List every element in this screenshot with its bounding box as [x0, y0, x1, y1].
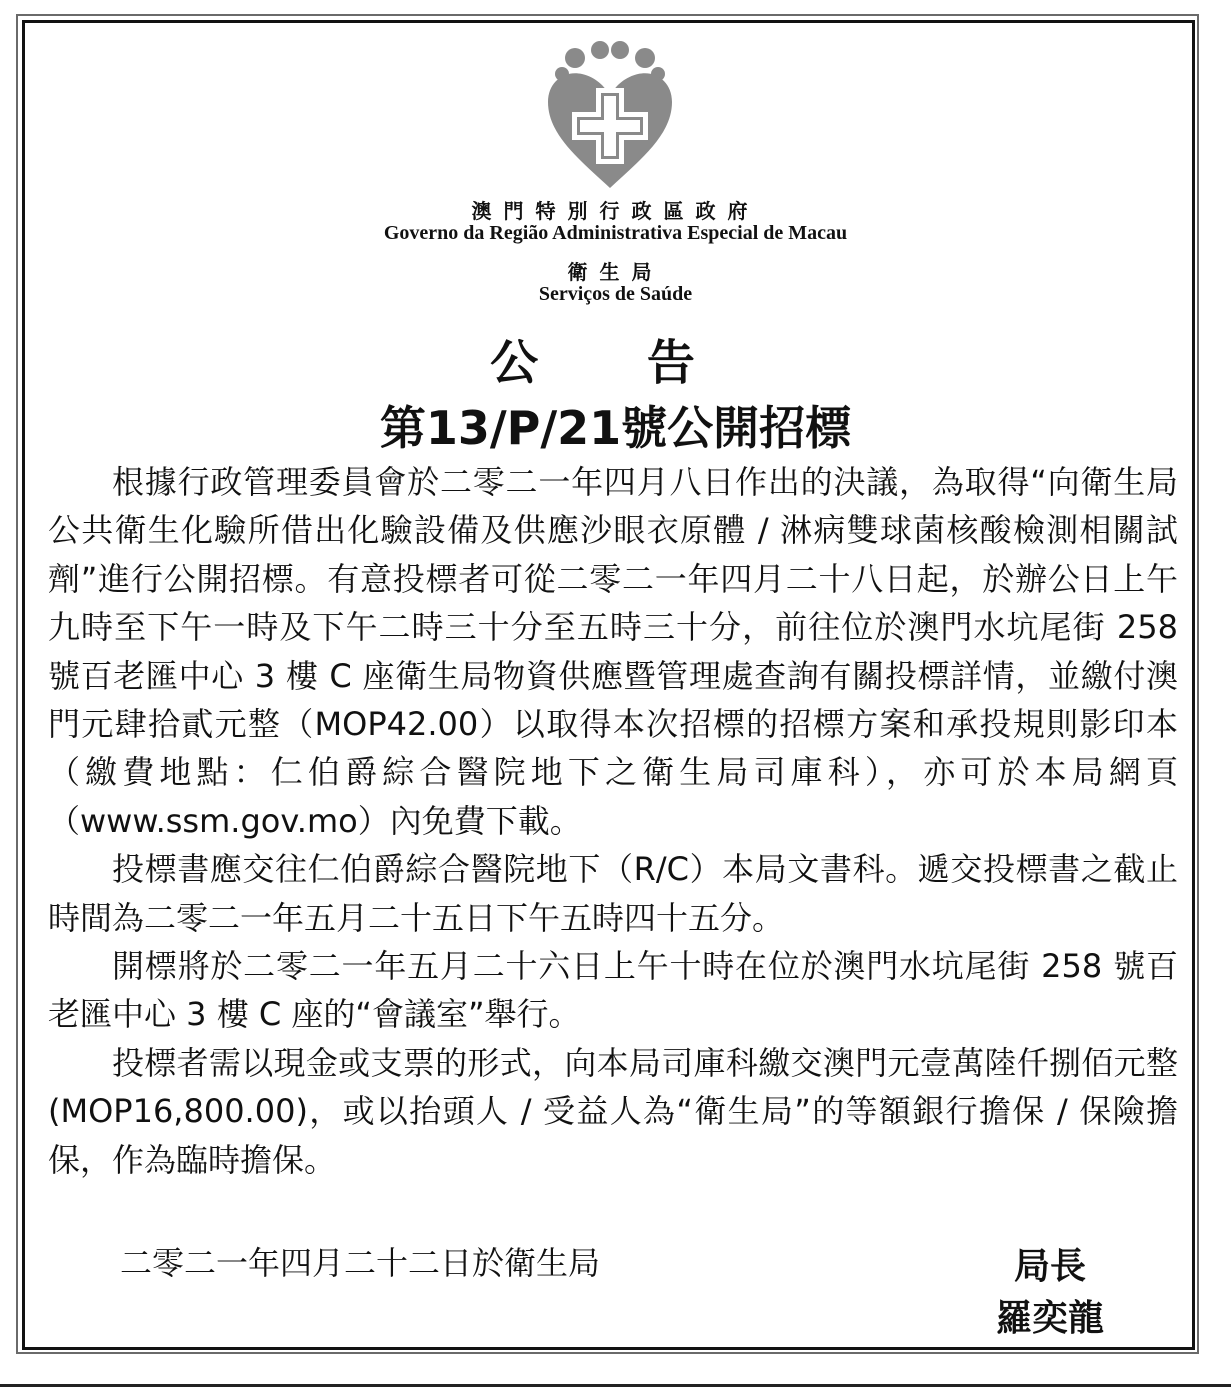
paragraph-opening-session: 開標將於二零二一年五月二十六日上午十時在位於澳門水坑尾街 258 號百老匯中心 3 樓 C 座的“會議室”舉行。: [48, 947, 1178, 1034]
signatory-title: 局長: [1013, 1246, 1086, 1287]
paragraph-submission-deadline: 投標書應交往仁伯爵綜合醫院地下（R/C）本局文書科。遞交投標書之截止時間為二零二一年五月二十五日下午五時四十五分。: [48, 850, 1178, 937]
notice-body: [48, 458, 1178, 1184]
signature-date-place: 二零二一年四月二十二日於衛生局: [120, 1244, 601, 1282]
paragraph-tender-details: 根據行政管理委員會於二零二一年四月八日作出的決議，為取得“向衛生局公共衛生化驗所借出化驗設備及供應沙眼衣原體 / 淋病雙球菌核酸檢測相關試劑”進行公開招標。有意投標者可從二零二一年四月二十八日起，於辦公日上午九時至下午一時及下午二時三十分至五時三十分，前往位於澳門水坑尾街 258 號百老匯中心 3 樓 C 座衛生局物資供應暨管理處查詢有關投標詳情，並繳付澳門元肆拾貳元整（MOP42.00）以取得本次招標的招標方案和承投規則影印本（繳費地點：仁伯爵綜合醫院地下之衛生局司庫科），亦可於本局網頁（www.ssm.gov.mo）內免費下載。: [48, 463, 1178, 840]
paragraph-provisional-guarantee: 投標者需以現金或支票的形式，向本局司庫科繳交澳門元壹萬陸仟捌佰元整 (MOP16,800.00)，或以抬頭人 / 受益人為“衛生局”的等額銀行擔保 / 保險擔保，作為臨時擔保。: [48, 1043, 1178, 1179]
service-name-chinese: 衛生局: [567, 260, 664, 284]
government-name-portuguese: Governo da Região Administrativa Especial de Macau: [383, 222, 848, 244]
notice-title: 公 告: [490, 335, 741, 391]
health-services-logo-icon: [540, 40, 680, 190]
tender-number-title: 第13/P/21號公開招標: [379, 401, 852, 455]
bottom-rule: [0, 1384, 1231, 1387]
government-name-chinese: 澳門特別行政區政府: [471, 199, 760, 223]
signatory-name: 羅奕龍: [995, 1298, 1104, 1339]
service-name-portuguese: Serviços de Saúde: [538, 283, 693, 305]
